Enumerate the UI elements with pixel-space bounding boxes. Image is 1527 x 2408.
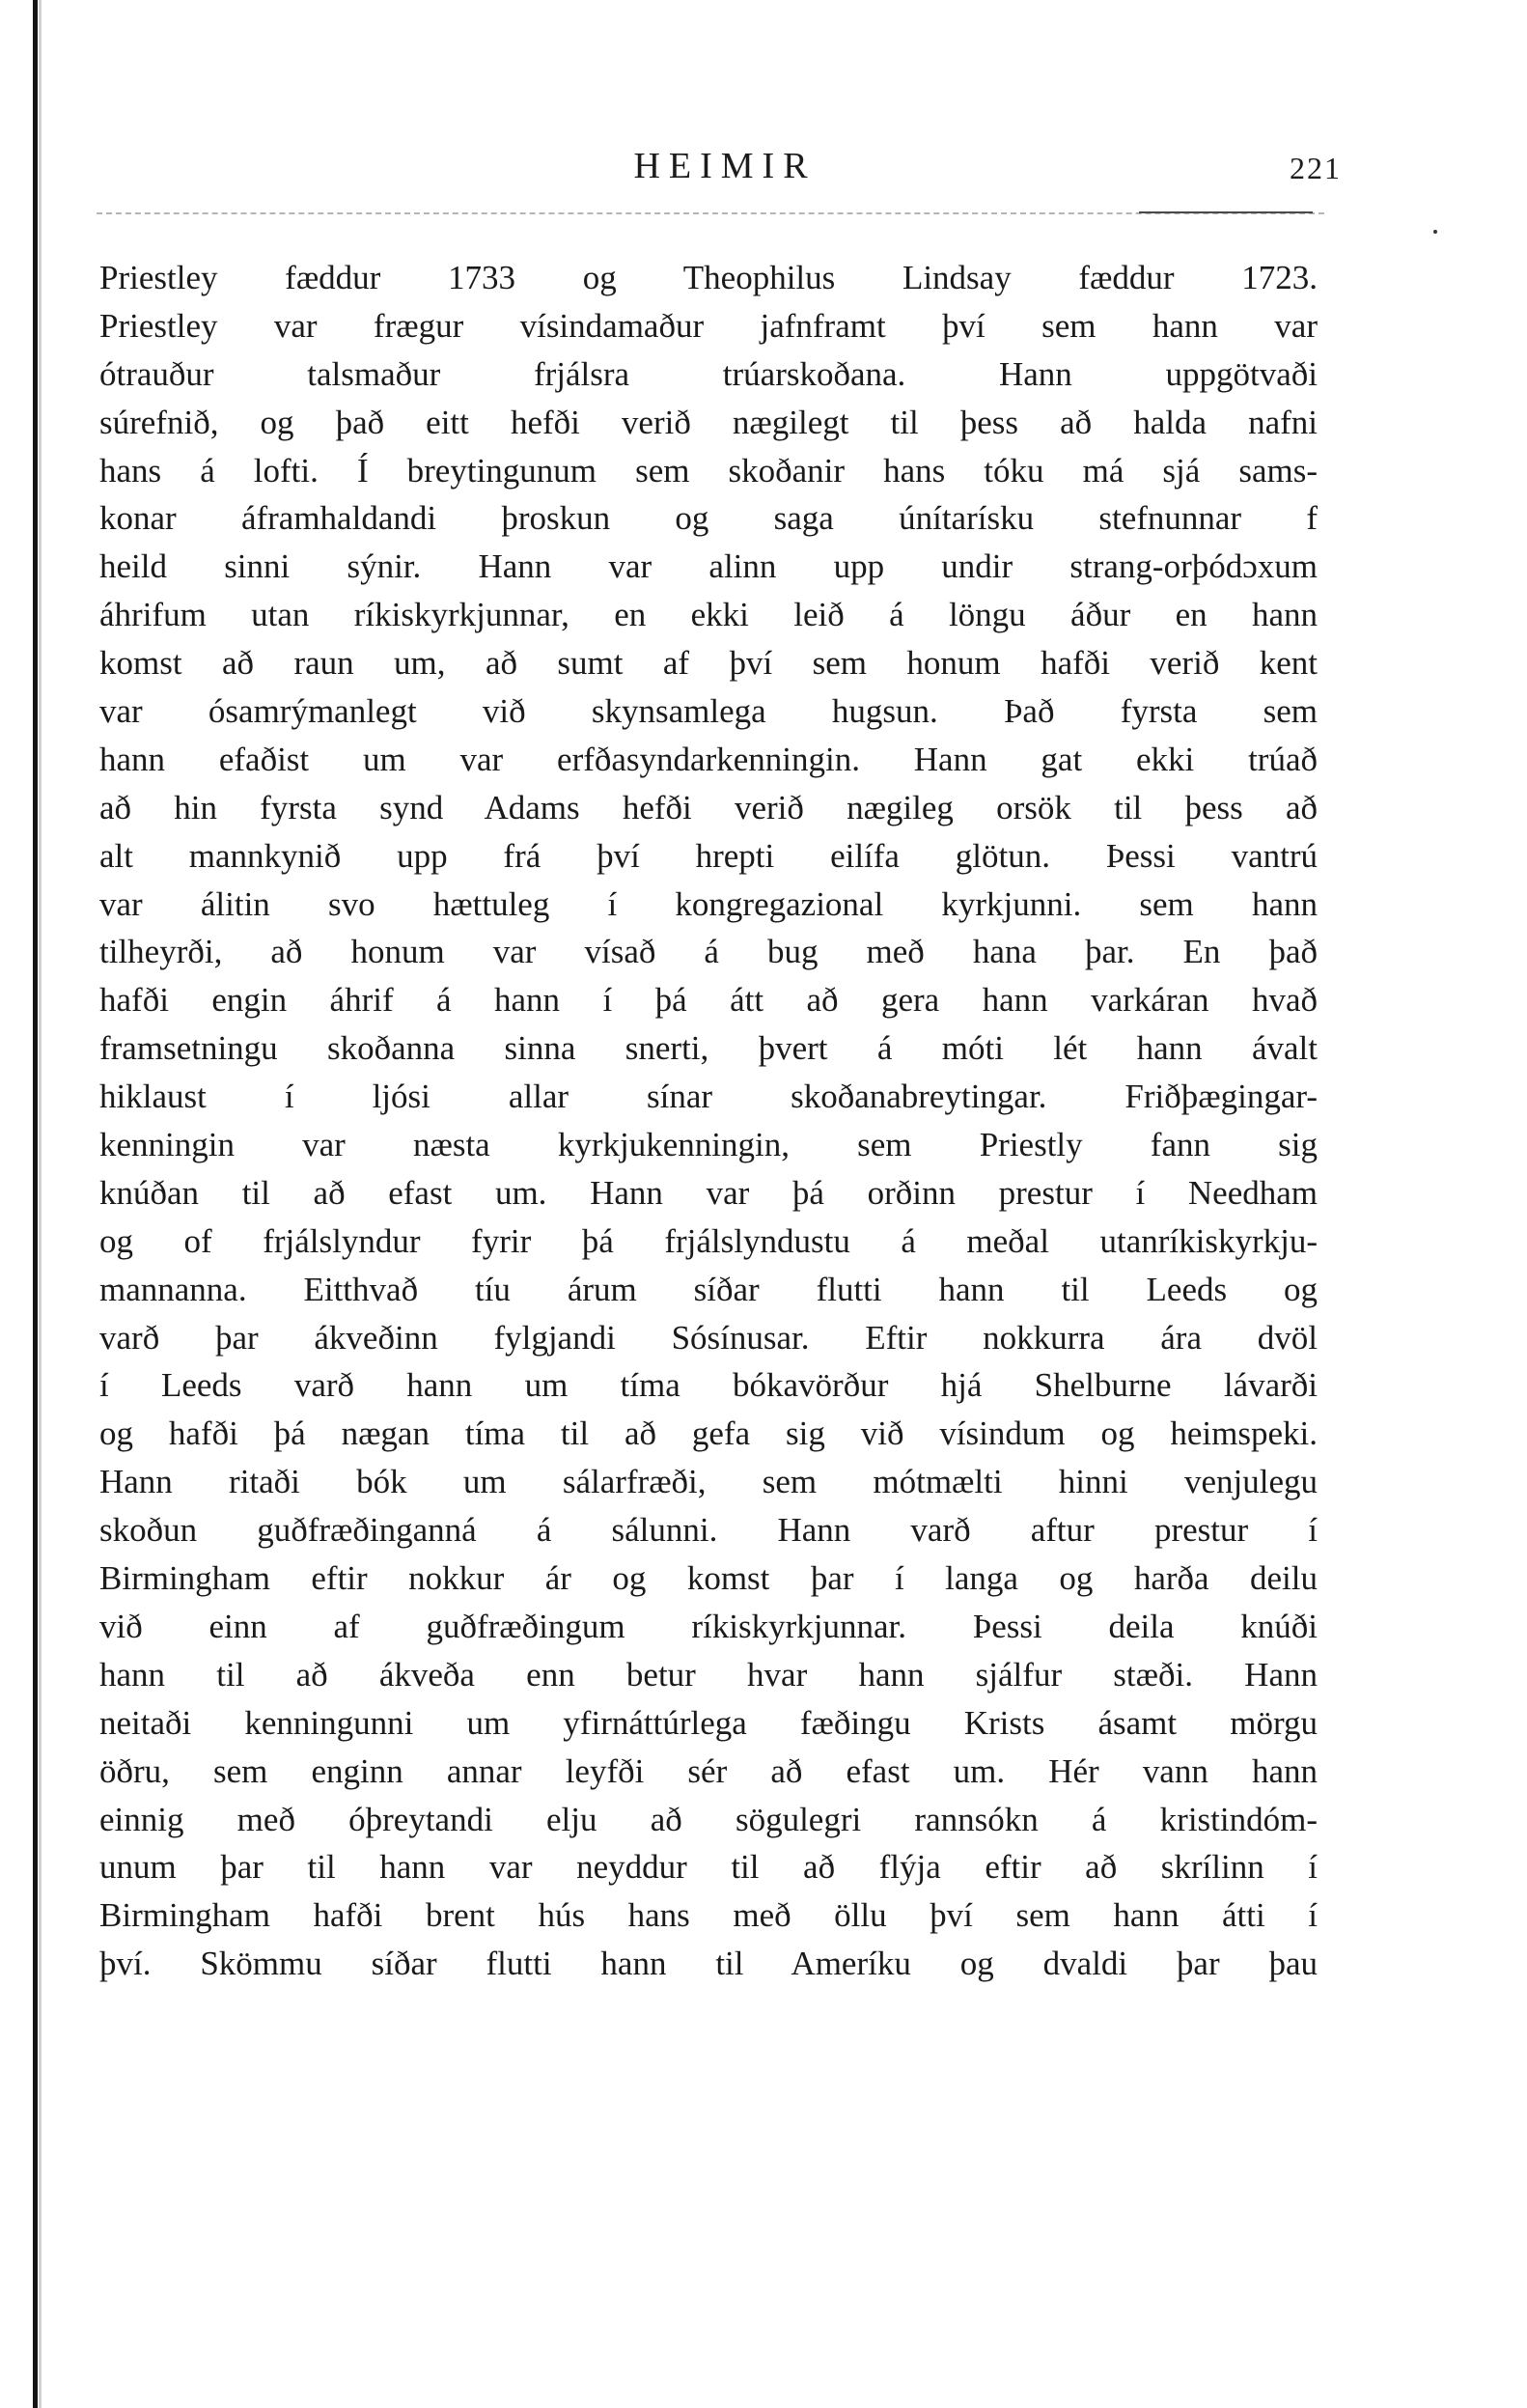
- text-line: tilheyrði, að honum var vísað á bug með hana þar. En það: [99, 933, 1318, 971]
- text-line: knúðan til að efast um. Hann var þá orðinn prestur í Needham: [99, 1173, 1318, 1212]
- text-line: hann til að ákveða enn betur hvar hann sjálfur stæði. Hann: [99, 1655, 1318, 1694]
- text-line: unum þar til hann var neyddur til að flýja eftir að skrílinn í: [99, 1848, 1318, 1887]
- text-line: og hafði þá nægan tíma til að gefa sig við vísindum og heimspeki.: [99, 1414, 1318, 1453]
- text-line: var álitin svo hættuleg í kongregazional kyrkjunni. sem hann: [99, 884, 1318, 923]
- paper-speck: [1433, 230, 1437, 234]
- header-rule-end: [1139, 211, 1313, 213]
- text-line: hiklaust í ljósi allar sínar skoðanabreytingar. Friðþægingar-: [99, 1078, 1318, 1116]
- running-title: HEIMIR: [633, 146, 817, 186]
- text-line: heild sinni sýnir. Hann var alinn upp undir strang-orþódɔxum: [99, 547, 1318, 586]
- page-number: 221: [1290, 151, 1342, 185]
- text-line: einnig með óþreytandi elju að sögulegri rannsókn á kristindóm-: [99, 1800, 1318, 1838]
- text-line: framsetningu skoðanna sinna snerti, þvert á móti lét hann ávalt: [99, 1029, 1318, 1068]
- text-line: ótrauður talsmaður frjálsra trúarskoðana. Hann uppgötvaði: [99, 354, 1318, 393]
- text-line: og of frjálslyndur fyrir þá frjálslyndustu á meðal utanríkiskyrkju-: [99, 1221, 1318, 1260]
- text-line: Birmingham eftir nokkur ár og komst þar í langa og harða deilu: [99, 1559, 1318, 1598]
- text-line: Hann ritaði bók um sálarfræði, sem mótmælti hinni venjulegu: [99, 1463, 1318, 1501]
- text-line: við einn af guðfræðingum ríkiskyrkjunnar. Þessi deila knúði: [99, 1607, 1318, 1645]
- text-line: hafði engin áhrif á hann í þá átt að gera hann varkáran hvað: [99, 981, 1318, 1020]
- text-line: kenningin var næsta kyrkjukenningin, sem Priestly fann sig: [99, 1126, 1318, 1164]
- text-line: hans á lofti. Í breytingunum sem skoðanir hans tóku má sjá sams-: [99, 451, 1318, 490]
- text-line: alt mannkynið upp frá því hrepti eilífa glötun. Þessi vantrú: [99, 836, 1318, 875]
- text-line: hann efaðist um var erfðasyndarkenningin. Hann gat ekki trúað: [99, 740, 1318, 778]
- text-line: Birmingham hafði brent hús hans með öllu því sem hann átti í: [99, 1896, 1318, 1935]
- text-line: var ósamrýmanlegt við skynsamlega hugsun. Það fyrsta sem: [99, 692, 1318, 731]
- text-line: súrefnið, og það eitt hefði verið nægilegt til þess að halda nafni: [99, 403, 1318, 441]
- text-line: Priestley var frægur vísindamaður jafnframt því sem hann var: [99, 306, 1318, 345]
- text-line: skoðun guðfræðinganná á sálunni. Hann varð aftur prestur í: [99, 1511, 1318, 1550]
- book-spine-edge: [33, 0, 38, 2408]
- text-line: að hin fyrsta synd Adams hefði verið nægileg orsök til þess að: [99, 788, 1318, 826]
- text-line: mannanna. Eitthvað tíu árum síðar flutti hann til Leeds og: [99, 1270, 1318, 1308]
- spine-shadow: [39, 0, 42, 2408]
- text-line: Priestley fæddur 1733 og Theophilus Lindsay fæddur 1723.: [99, 259, 1318, 296]
- body-text: [99, 254, 1318, 1988]
- text-line: öðru, sem enginn annar leyfði sér að efast um. Hér vann hann: [99, 1751, 1318, 1790]
- text-line: áhrifum utan ríkiskyrkjunnar, en ekki leið á löngu áður en hann: [99, 596, 1318, 634]
- text-line: komst að raun um, að sumt af því sem honum hafði verið kent: [99, 644, 1318, 683]
- text-line: því. Skömmu síðar flutti hann til Ameríku og dvaldi þar þau: [99, 1945, 1318, 1983]
- page-header: [97, 141, 1353, 199]
- text-line: konar áframhaldandi þroskun og saga únítarísku stefnunnar f: [99, 499, 1318, 538]
- text-line: neitaði kenningunni um yfirnáttúrlega fæðingu Krists ásamt mörgu: [99, 1703, 1318, 1742]
- text-line: í Leeds varð hann um tíma bókavörður hjá Shelburne lávarði: [99, 1366, 1318, 1405]
- text-line: varð þar ákveðinn fylgjandi Sósínusar. Eftir nokkurra ára dvöl: [99, 1318, 1318, 1357]
